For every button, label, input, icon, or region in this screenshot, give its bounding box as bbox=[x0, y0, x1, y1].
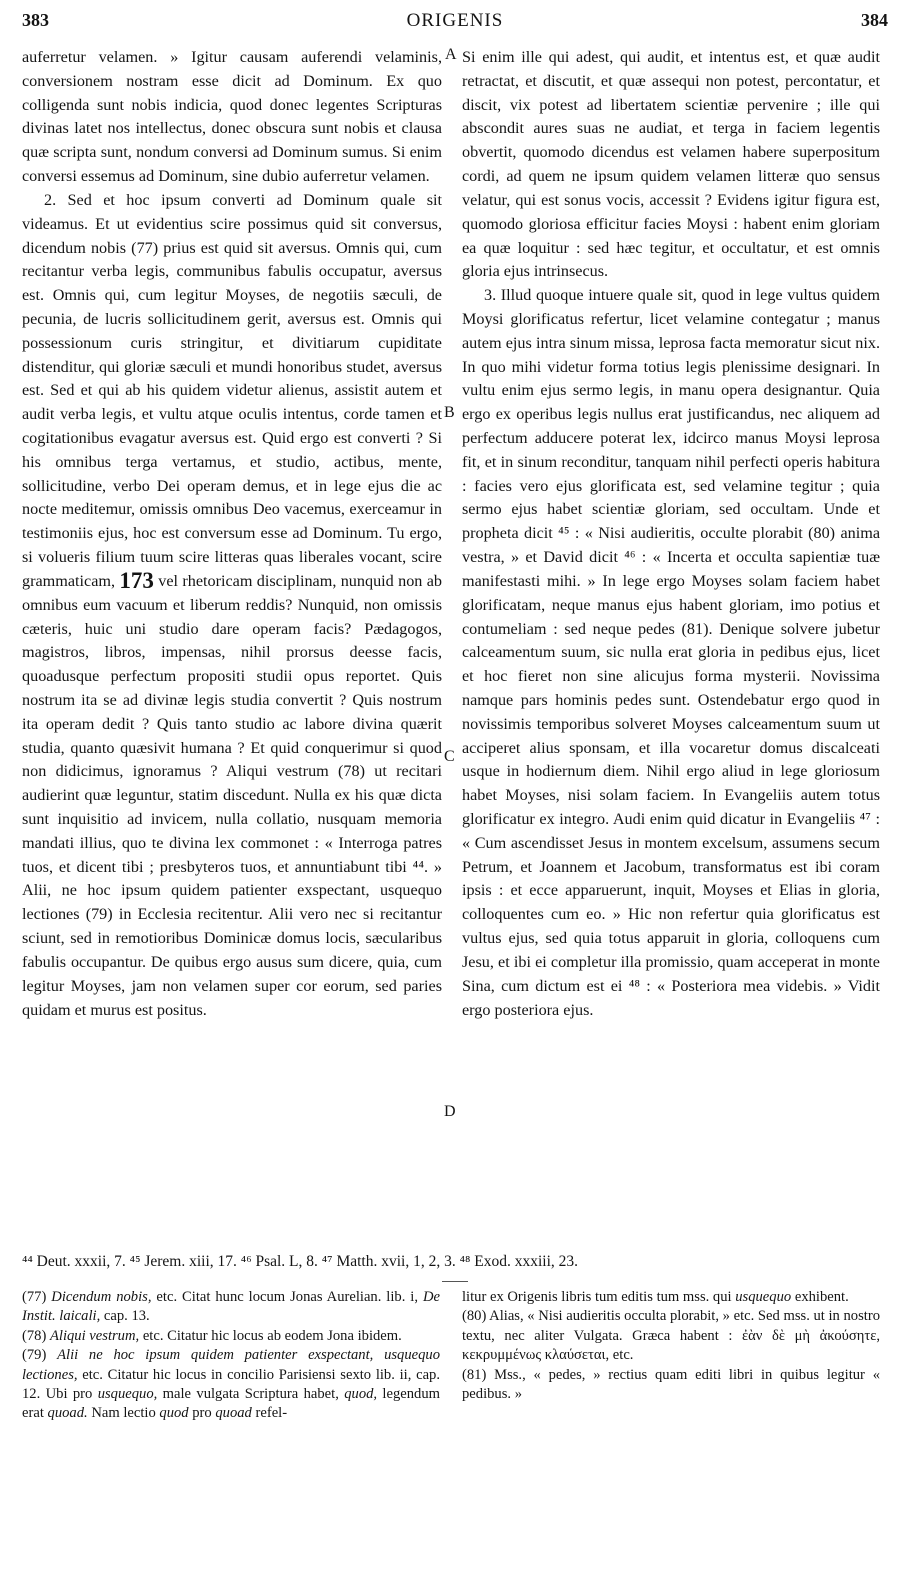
footnote-79: (79) Alii ne hoc ipsum quidem patienter exspectant, usquequo lectiones, etc. Citatur hic locus in concilio Parisiensi sexto lib. ii, cap. 12. Ubi pro usquequo, male vulgata Scriptura habet, quod, legendum erat quoad. Nam lectio quod pro quoad refel- bbox=[22, 1347, 441, 1422]
footnote-divider bbox=[442, 1281, 468, 1282]
left-column bbox=[22, 46, 442, 1022]
left-paragraph-2-part-a: 2. Sed et hoc ipsum converti ad Dominum quale sit videamus. Et ut evidentius scire possimus quid sit conversus, dicendum nobis (77) prius est quid sit aversus. Omnis qui, cum recitantur verba legis, communibus fabulis occupatur, aversus est. Omnis qui, cum legitur Moyses, de negotiis sæculi, de pecunia, de lucris sollicitudinem gerit, aversus est. Omnis qui possessionum curis stringitur, et divitiarum cupiditate distenditur, qui gloriæ sæculi et mundi honoribus studet, aversus est. Sed et qui ab his quidem videtur alienus, assistit autem et audit verba legis, et vultu atque oculis intentus, corde tamen et cogitationibus evagatur aversus est. Quid ergo est converti ? Si his omnibus terga vertamus, et studio, actibus, mente, sollicitudine, verbo Dei operam demus, et in lege ejus die ac nocte meditemur, omissis omnibus Deo vacemus, exerceamur in testimoniis ejus, hoc est conversum esse ad Dominum. Tu ergo, si volueris filium tuum scire litteras quas liberales vocant, scire grammaticam, bbox=[22, 190, 442, 590]
right-paragraph-2: 3. Illud quoque intuere quale sit, quod in lege vultus quidem Moysi glorificatus refertur, licet velamine contegatur ; manus autem ejus intra sinum missa, leprosa facta memoratur sicut nix. In quo mihi videtur forma totius legis plenissime designari. In vultu enim ejus sermo legis, in manu opera designantur. Quia ergo ex operibus legis nullus erat justificandus, nec aliquem ad perfectum adducere poterat lex, idcirco manus Moysi leprosa fit, et in sinum reconditur, tanquam nihil perfecti operis habitura : facies vero ejus glorificata est, sed velamine tegitur ; quia sermo ejus habet scientiæ gloriam, sed occultam. Unde et propheta dicit ⁴⁵ : « Nisi audieritis, occulte plorabit (80) anima vestra, » et David dicit ⁴⁶ : « Incerta et occulta sapientiæ tuæ manifestasti mihi. » In lege ergo Moyses solam faciem habet glorificatam, neque manus ejus habent gloriam, imo potius et contumeliam : sed neque pedes (81). Denique solvere jubetur calceamentum suum, sic nulla erat gloria in pedibus ejus, licet et hoc fieret non sine alicujus forma mysterii. Novissima namque pars hominis pedes sunt. Ostendebatur ergo quod in novissimis temporibus solveret Moyses calceamentum suum ut acciperet alius sponsam, et illa vocaretur domus discalceati usque in hodiernum diem. Nihil ergo aliud in lege gloriosum habet Moyses, nisi solam faciem. In Evangeliis autem totus glorificatur ex integro. Audi enim quid dicatur in Evangeliis ⁴⁷ : « Cum ascendisset Jesus in montem excelsum, assumens secum Petrum, et Joannem et Jacobum, transformatus est ibi coram ipsis : et ecce apparuerunt, inquit, Moyses et Elias in gloria, colloquentes cum eo. » Hic non refertur quia glorificatus est vultus ejus, sed quia totus apparuit in gloria, colloquens cum Jesu, et ibi ei completur illa promissio, quam acceperat in monte Sina, cum dictum est ei ⁴⁸ : « Posteriora mea videbis. » Vidit ergo posteriora ejus. bbox=[462, 286, 880, 1019]
footnote-81: (81) Mss., « pedes, » rectius quam editi libri in quibus legitur « pedibus. » bbox=[462, 1366, 880, 1403]
margin-marker-c: C bbox=[444, 748, 455, 765]
margin-marker-d: D bbox=[444, 1103, 456, 1120]
scripture-references: ⁴⁴ Deut. xxxii, 7. ⁴⁵ Jerem. xiii, 17. ⁴⁶ Psal. L, 8. ⁴⁷ Matth. xvii, 1, 2, 3. ⁴⁸ Exod. xxxiii, 23. bbox=[22, 1253, 579, 1270]
footnote-80: (80) Alias, « Nisi audieritis occulta plorabit, » etc. Sed mss. ut in nostro textu, nec aliter Vulgata. Græca habent : ἐὰν δὲ μὴ ἀκούσητε, κεκρυμμένως κλαύσεται, etc. bbox=[462, 1308, 880, 1364]
footnotes-left bbox=[22, 1288, 440, 1424]
left-paragraph-2-part-b: vel rhetoricam disciplinam, nunquid non ab omnibus eum vacuum et liberum reddis? Nunquid, non omissis cæteris, huic uni studio dare operam facis? Pædagogos, magistros, libros, impensas, nihil prorsus deesse facis, quoadusque perfectum propositi studii opus reportet. Quis nostrum ita se ad divinæ legis studia convertit ? Quis nostrum ita operam dedit ? Quis tanto studio ac labore divina quærit studia, quanto quæsivit humana ? Et quid conquerimur si quod non didicimus, ignoramus ? Aliqui vestrum (78) ut recitari audierint quæ leguntur, statim discedunt. Nulla ex his quæ dicta sunt inquisitio ad invicem, nulla collatio, nusquam memoria mandati illius, quo te divina lex commonet : « Interroga patres tuos, et dicent tibi ; presbyteros tuos, et annuntiabunt tibi ⁴⁴. » Alii, ne hoc ipsum quidem patienter exspectant, usquequo lectiones (79) in Ecclesia recitentur. Alii vero nec si recitantur sciunt, sed in remotioribus Dominicæ domus locis, sæcularibus fabulis occupantur. De quibus ergo ausus sum dicere, quia, cum legitur Moyses, jam non velamen super cor eorum, sed paries quidam et murus est positus. bbox=[22, 571, 443, 1019]
page-number-left: 383 bbox=[22, 10, 49, 30]
margin-marker-b: B bbox=[444, 404, 455, 421]
footnotes-right bbox=[462, 1288, 880, 1404]
left-paragraph-2 bbox=[22, 189, 442, 1022]
column-number: 173 bbox=[119, 567, 154, 593]
page-header bbox=[22, 10, 888, 36]
footnote-77: (77) Dicendum nobis, etc. Citat hunc locum Jonas Aurelian. lib. i, De Instit. laicali, cap. 13. bbox=[22, 1289, 440, 1325]
left-paragraph-1: auferretur velamen. » Igitur causam auferendi velaminis, conversionem nostram esse dicit ad Dominum. Ex quo colligenda sunt nobis indicia, quod donec legentes Scripturas divinas latet nos intellectus, donec obscura sunt nobis et clausa quæ scripta sunt, nondum conversi ad Dominum sumus. Si enim conversi essemus ad Dominum, sine dubio auferretur velamen. bbox=[22, 48, 442, 186]
footnote-78: (78) Aliqui vestrum, etc. Citatur hic locus ab eodem Jona ibidem. bbox=[22, 1327, 402, 1344]
right-paragraph-1: Si enim ille qui adest, qui audit, et intentus est, et quæ audit retractat, et discutit, et quæ assequi non potest, percontatur, et discit, vix potest ad libertatem scientiæ pervenire ; ille qui abscondit aures suas ne audiat, et terga in faciem legentis obvertit, quomodo dicendus est velamen habere superpositum cordi, ad quem ne ipsum quidem velamen litteræ quo sensus velatur, qui est sonus vocis, accessit ? Evidens igitur figura est, quomodo gloriosa efficitur facies Moysi : habent enim gloriam ea quæ loquitur : sed hæc tegitur, et occultatur, et est omnis gloria ejus intrinsecus. bbox=[462, 48, 880, 281]
right-column bbox=[462, 46, 880, 1022]
page-number-right: 384 bbox=[861, 10, 888, 30]
margin-marker-a: A bbox=[445, 46, 457, 63]
running-title: ORIGENIS bbox=[406, 10, 504, 31]
footnote-79-continued: litur ex Origenis libris tum editis tum mss. qui usquequo exhibent. bbox=[462, 1289, 849, 1305]
